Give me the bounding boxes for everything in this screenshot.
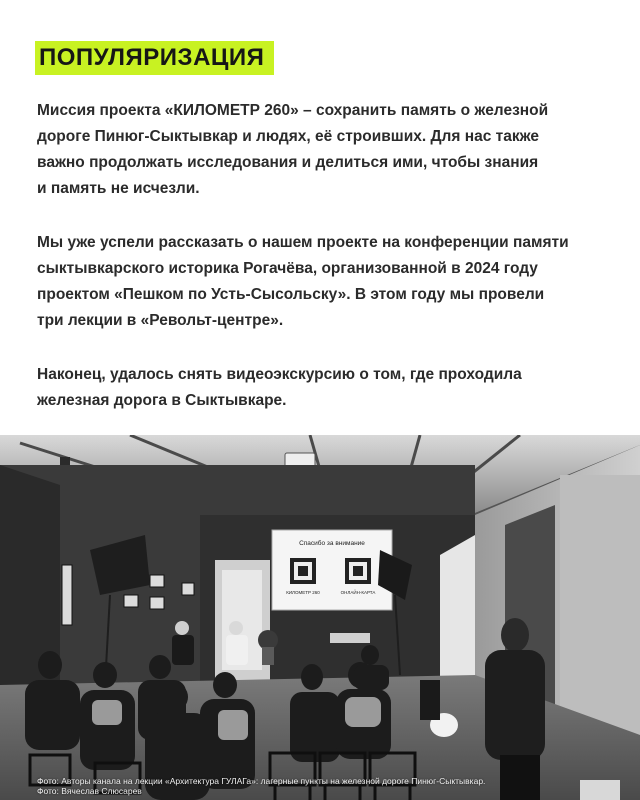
heading-block — [35, 41, 274, 75]
article-body — [37, 98, 617, 442]
paragraph-video: Наконец, удалось снять видеоэкскурсию о том, где проходила железная дорога в Сыктывкаре. — [37, 366, 522, 409]
lecture-photo-illustration — [0, 435, 640, 800]
projector — [285, 453, 315, 467]
screen-title: Спасибо за внимание — [299, 540, 365, 547]
photo-caption — [37, 776, 485, 796]
lecture-photo — [0, 435, 640, 800]
paragraph-mission: Миссия проекта «КИЛОМЕТР 260» – сохранить память о железной дороге Пинюг-Сыктывкар и людях, её строивших. Для нас также важно продолжать исследования и делиться ими, чтобы знания и память не исчезли. — [37, 102, 549, 197]
paragraph-conference: Мы уже успели рассказать о нашем проекте на конференции памяти сыктывкарского историка Рогачёва, организованной в 2024 году проектом «Пешком по Усть-Сысольску». В этом году мы провели три лекции в «Револьт-центре». — [37, 234, 569, 329]
caption-line-1: Фото: Авторы канала на лекции «Архитектура ГУЛАГа»: лагерные пункты на железной дороге Пинюг-Сыктывкар. — [37, 776, 486, 786]
qr-label-1: КИЛОМЕТР 260 — [286, 590, 320, 595]
qr-label-2: ОНЛАЙН-КАРТА — [340, 590, 376, 595]
presenter-table — [330, 633, 370, 643]
caption-line-2: Фото: Вячеслав Слюсарев — [37, 786, 142, 796]
page-title: ПОПУЛЯРИЗАЦИЯ — [35, 41, 274, 75]
